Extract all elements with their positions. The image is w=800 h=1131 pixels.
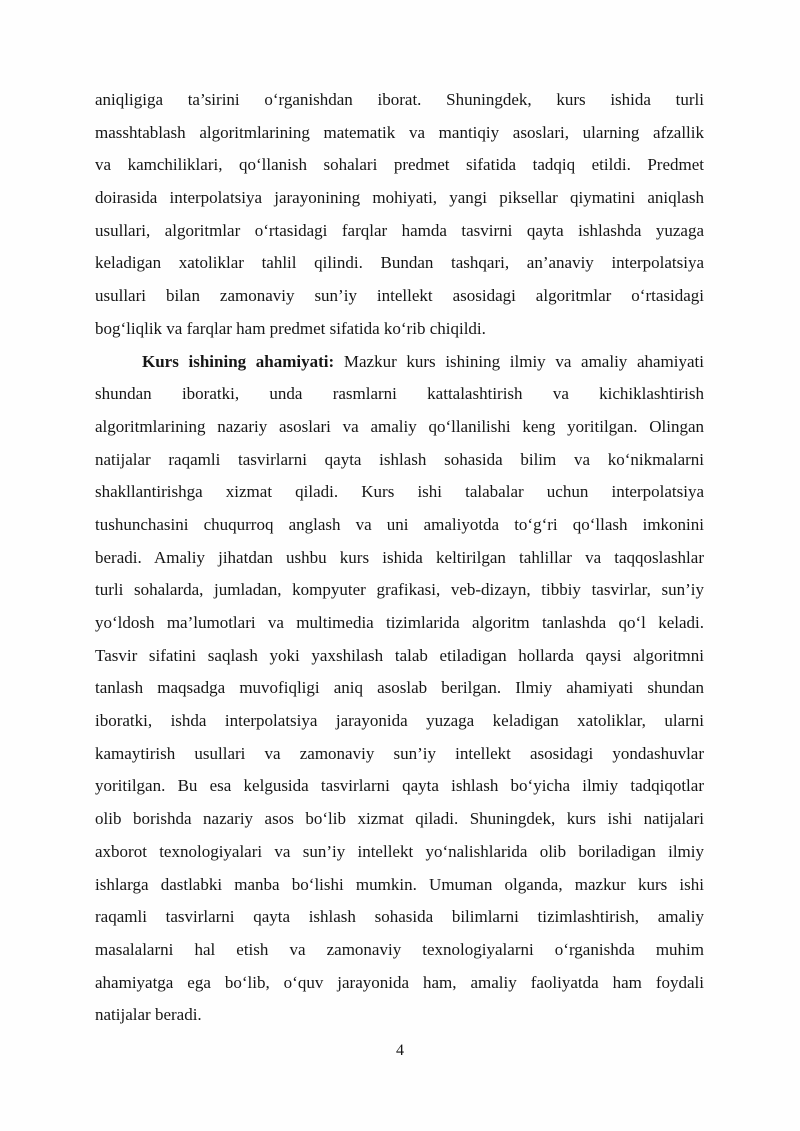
text-line: iboratki, ishda interpolatsiya jarayonida yuzaga keladigan xatoliklar, ularni bbox=[95, 711, 704, 731]
text-line: yo‘ldosh ma’lumotlari va multimedia tizimlarida algoritm tanlashda qo‘l keladi. bbox=[95, 613, 704, 632]
section-heading: Kurs ishining ahamiyati: bbox=[142, 351, 335, 371]
text-line: ishlarga dastlabki manba bo‘lishi mumkin. Umuman olganda, mazkur kurs ishi bbox=[95, 874, 704, 894]
text-line: shundan iboratki, unda rasmlarni kattalashtirish va kichiklashtirish bbox=[95, 384, 704, 404]
text-line: olib borishda nazariy asos bo‘lib xizmat qiladi. Shuningdek, kurs ishi natijalari bbox=[95, 809, 704, 829]
text-line: aniqligiga ta’sirini o‘rganishdan iborat. Shuningdek, kurs ishida turli bbox=[95, 90, 704, 109]
text-line: tanlash maqsadga muvofiqligi aniq asoslab berilgan. Ilmiy ahamiyati shundan bbox=[95, 678, 704, 698]
text-line: kamaytirish usullari va zamonaviy sun’iy intellekt asosidagi yondashuvlar bbox=[95, 743, 704, 763]
text-line bbox=[95, 346, 704, 379]
text-line: ahamiyatga ega bo‘lib, o‘quv jarayonida ham, amaliy faoliyatda ham foydali bbox=[95, 972, 704, 992]
text-line: va kamchiliklari, qo‘llanish sohalari predmet sifatida tadqiq etildi. Predmet bbox=[95, 155, 704, 175]
text-line: usullari bilan zamonaviy sun’iy intellekt asosidagi algoritmlar o‘rtasidagi bbox=[95, 286, 704, 306]
text-block bbox=[95, 84, 704, 1032]
text-line: Tasvir sifatini saqlash yoki yaxshilash talab etiladigan hollarda qaysi algoritmni bbox=[95, 645, 704, 665]
text-line: natijalar raqamli tasvirlarni qayta ishlash sohasida bilim va ko‘nikmalarni bbox=[95, 449, 704, 469]
text-line: tushunchasini chuqurroq anglash va uni amaliyotda to‘g‘ri qo‘llash imkonini bbox=[95, 514, 704, 534]
text-line: usullari, algoritmlar o‘rtasidagi farqlar hamda tasvirni qayta ishlashda yuzaga bbox=[95, 220, 704, 240]
text-line: doirasida interpolatsiya jarayonining mohiyati, yangi piksellar qiymatini aniqlash bbox=[95, 188, 704, 208]
text-line: turli sohalarda, jumladan, kompyuter grafikasi, veb-dizayn, tibbiy tasvirlar, sun’iy bbox=[95, 580, 704, 600]
text-line: shakllantirishga xizmat qiladi. Kurs ishi talabalar uchun interpolatsiya bbox=[95, 482, 704, 502]
text-line: masalalarni hal etish va zamonaviy texnologiyalarni o‘rganishda muhim bbox=[95, 939, 704, 959]
text-line: natijalar beradi. bbox=[95, 1005, 202, 1025]
text-line: beradi. Amaliy jihatdan ushbu kurs ishida keltirilgan tahlillar va taqqoslashlar bbox=[95, 547, 704, 567]
text-line: bog‘liqlik va farqlar ham predmet sifatida ko‘rib chiqildi. bbox=[95, 318, 486, 338]
text-line: raqamli tasvirlarni qayta ishlash sohasida bilimlarni tizimlashtirish, amaliy bbox=[95, 907, 704, 927]
text-line: algoritmlarining nazariy asoslari va amaliy qo‘llanilishi keng yoritilgan. Olingan bbox=[95, 416, 704, 436]
text-line: masshtablash algoritmlarining matematik va mantiqiy asoslari, ularning afzallik bbox=[95, 122, 704, 142]
text-line: yoritilgan. Bu esa kelgusida tasvirlarni qayta ishlash bo‘yicha ilmiy tadqiqotlar bbox=[95, 776, 704, 796]
text-line: keladigan xatoliklar tahlil qilindi. Bundan tashqari, an’anaviy interpolatsiya bbox=[95, 253, 704, 273]
page-number: 4 bbox=[396, 1042, 404, 1059]
text-line: axborot texnologiyalari va sun’iy intellekt yo‘nalishlarida olib boriladigan ilmiy bbox=[95, 841, 704, 861]
heading-line-rest: Mazkur kurs ishining ilmiy va amaliy ahamiyati bbox=[334, 351, 704, 371]
